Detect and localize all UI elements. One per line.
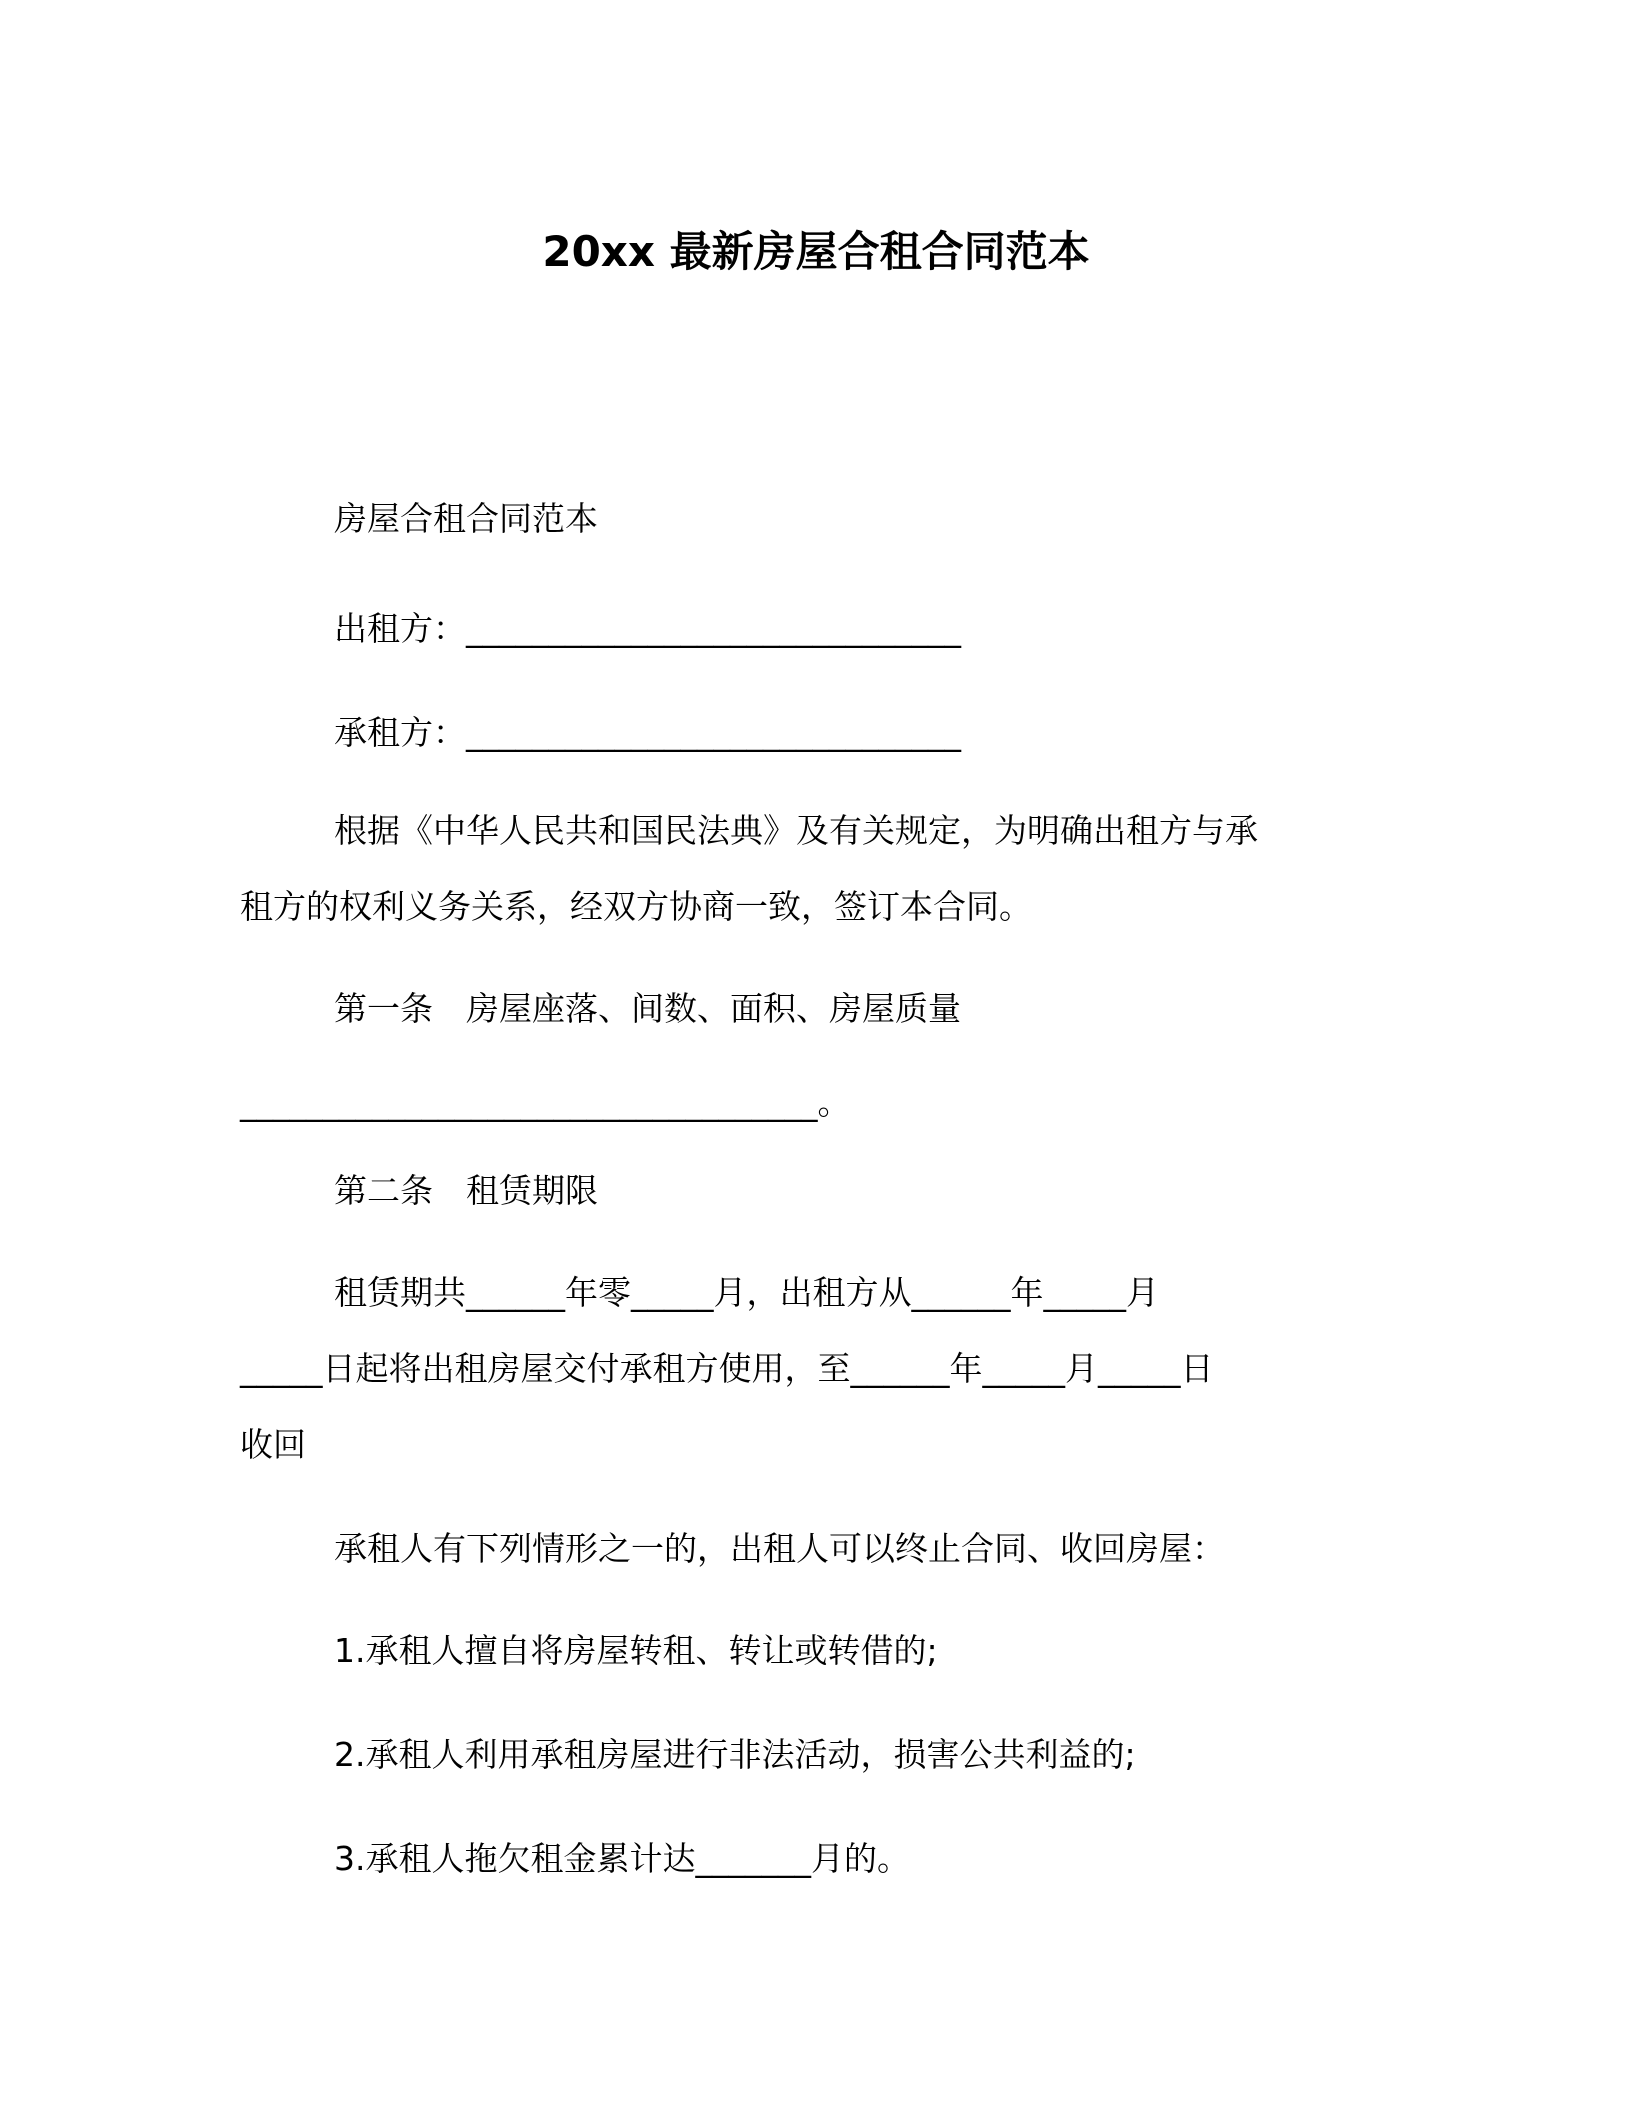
article2-heading: 第二条 租赁期限 [334, 1171, 598, 1210]
preamble-line-2: 租方的权利义务关系，经双方协商一致，签订本合同。 [240, 887, 1032, 926]
article1-blank: ___________________________________。 [240, 1083, 851, 1122]
preamble-line-1: 根据《中华人民共和国民法典》及有关规定，为明确出租方与承 [334, 811, 1258, 850]
termination-intro: 承租人有下列情形之一的，出租人可以终止合同、收回房屋： [334, 1529, 1225, 1568]
lease-term-line-2: _____日起将出租房屋交付承租方使用，至______年_____月_____日 [240, 1349, 1214, 1388]
lease-term-line-1: 租赁期共______年零_____月，出租方从______年_____月 [334, 1273, 1159, 1312]
document-title: 20xx 最新房屋合租合同范本 [542, 227, 1090, 276]
termination-item-3: 3.承租人拖欠租金累计达_______月的。 [334, 1839, 910, 1878]
termination-item-2: 2.承租人利用承租房屋进行非法活动，损害公共利益的; [334, 1735, 1136, 1774]
termination-item-1: 1.承租人擅自将房屋转租、转让或转借的; [334, 1631, 938, 1670]
lease-term-line-3: 收回 [240, 1425, 306, 1464]
article1-heading: 第一条 房屋座落、间数、面积、房屋质量 [334, 989, 961, 1028]
lessor-field: 出租方：______________________________ [334, 609, 961, 648]
contract-subtitle: 房屋合租合同范本 [334, 499, 598, 538]
lessee-field: 承租方：______________________________ [334, 713, 961, 752]
